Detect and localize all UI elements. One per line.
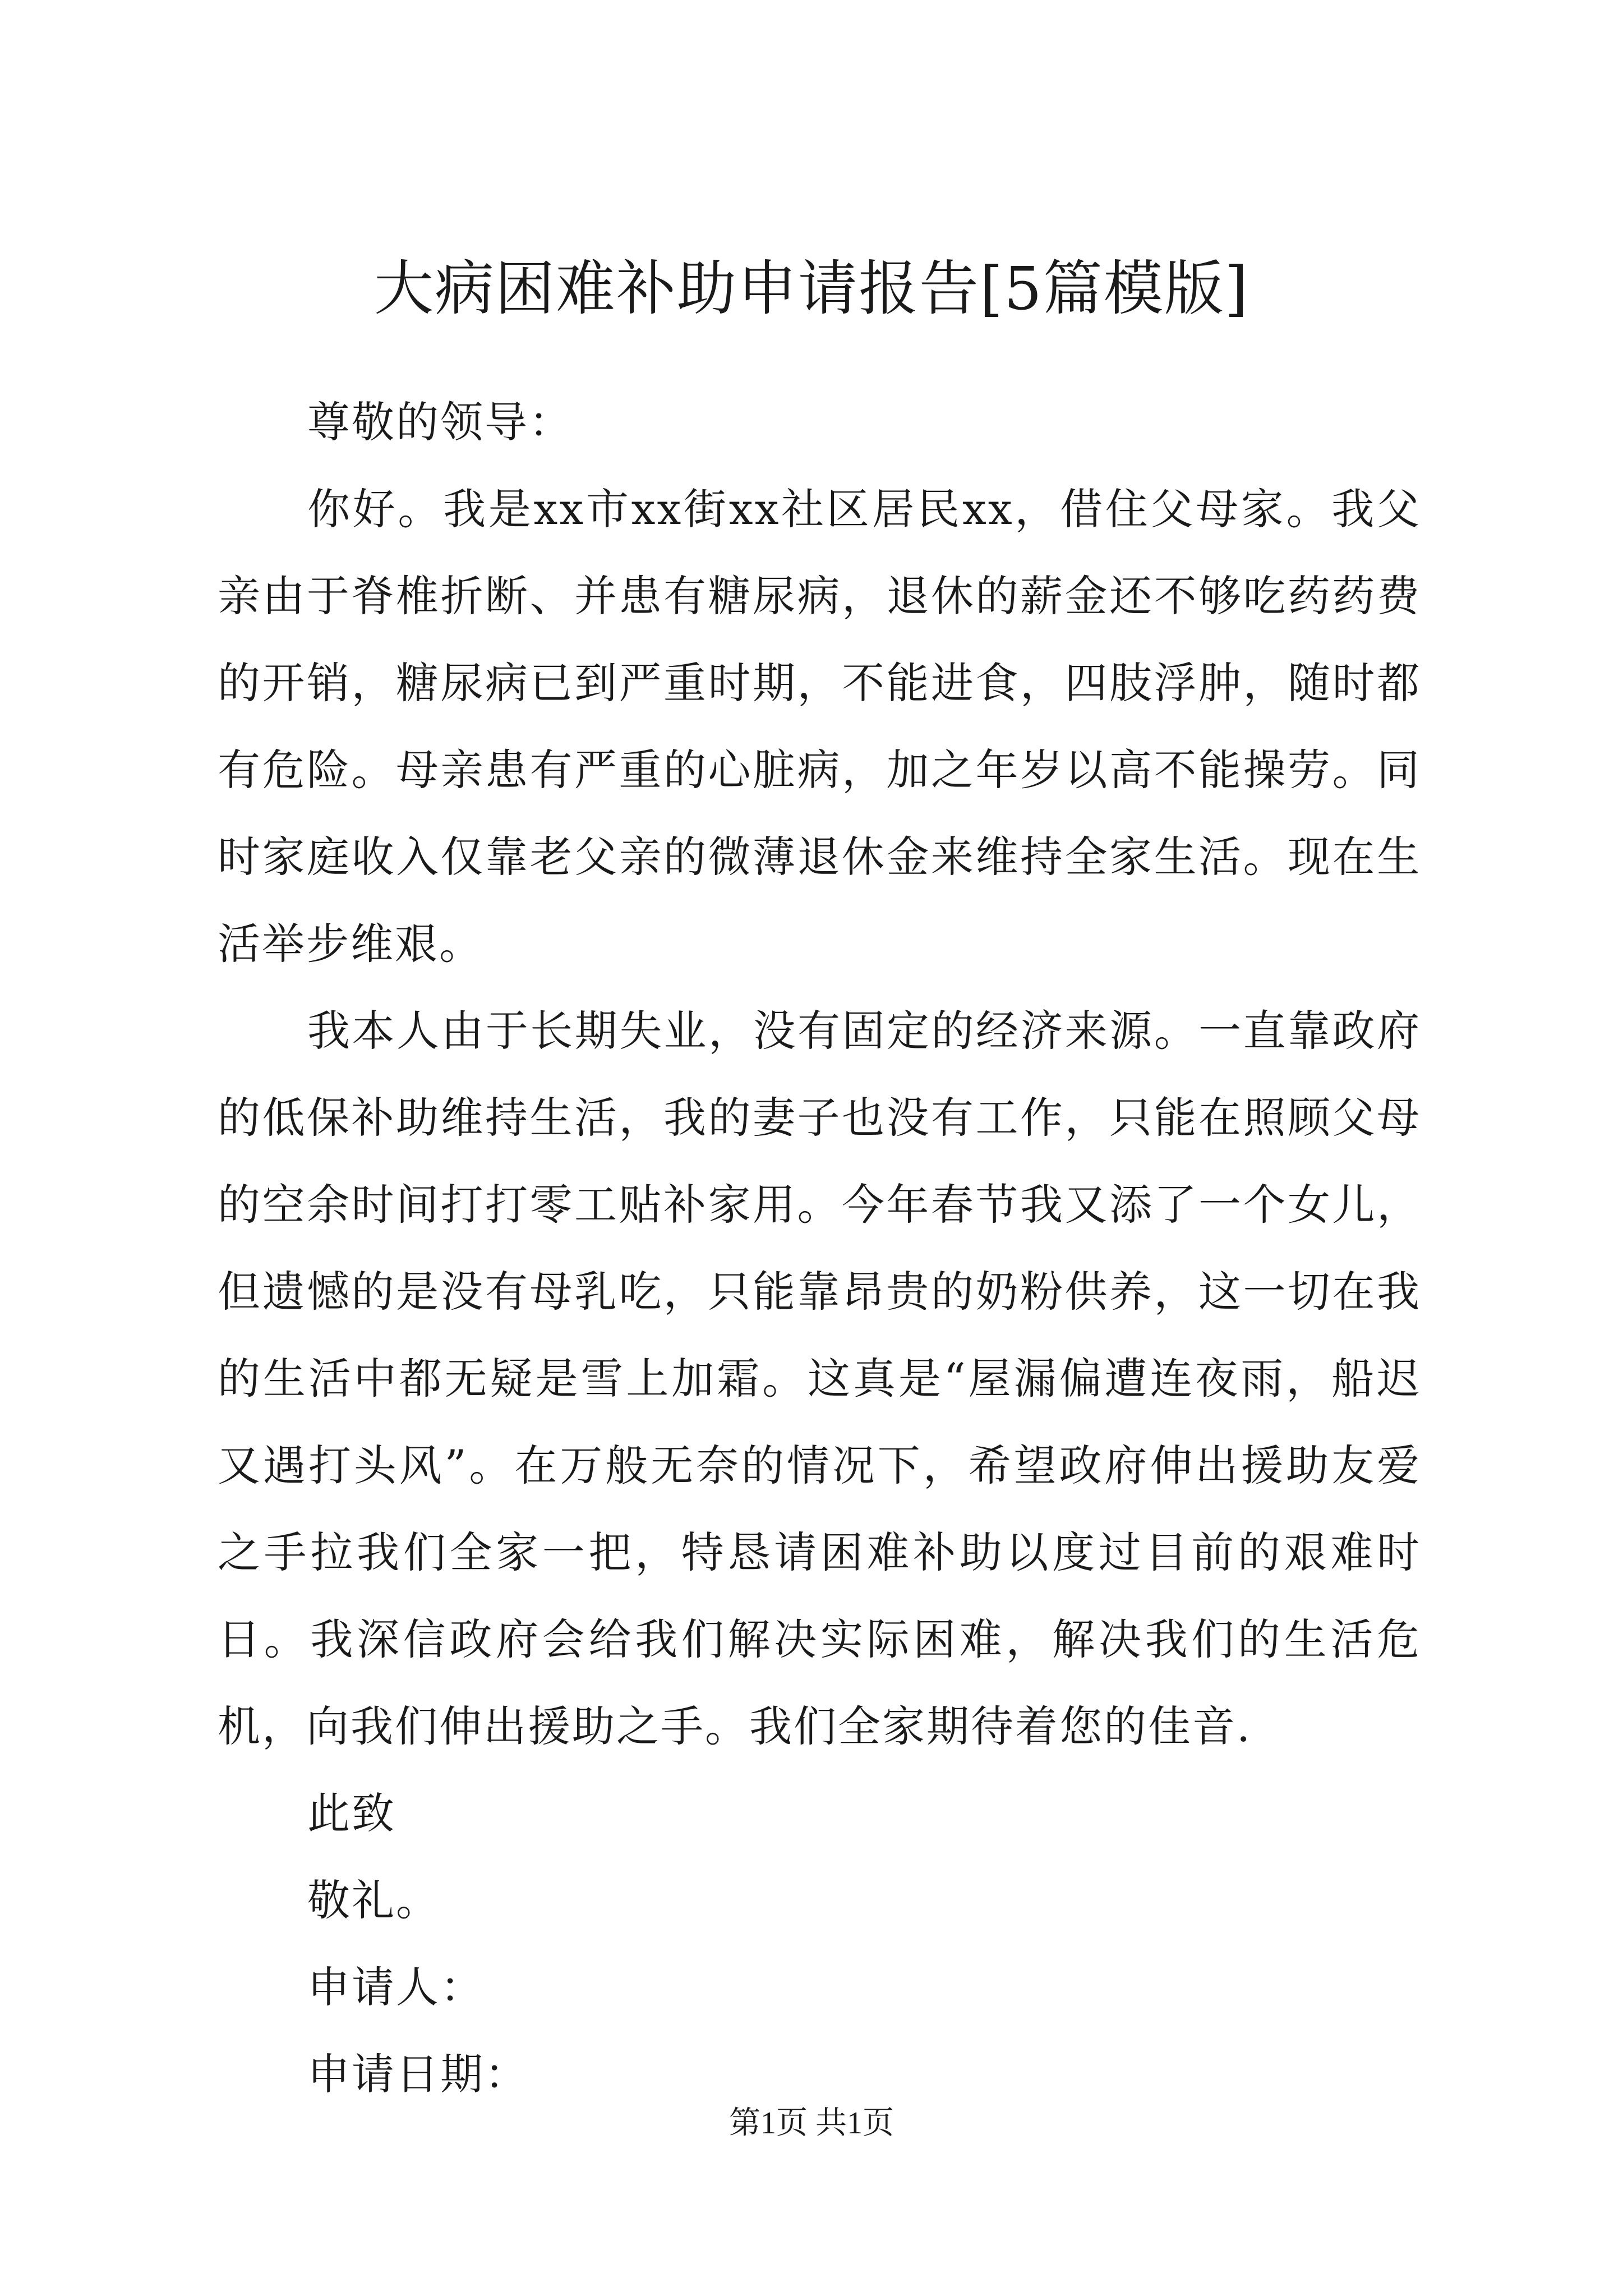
page-footer: 第1页 共1页 — [729, 2106, 894, 2141]
document-body — [218, 379, 1421, 2118]
applicant-label: 申请人： — [307, 1962, 485, 2012]
document-title: 大病困难补助申请报告[5篇模版] — [374, 254, 1249, 323]
date-label: 申请日期： — [307, 2049, 529, 2099]
salutation: 尊敬的领导： — [307, 397, 573, 447]
paragraph-2: 我本人由于长期失业，没有固定的经济来源。一直靠政府的低保补助维持生活，我的妻子也没有工作，只能在照顾父母的空余时间打打零工贴补家用。今年春节我又添了一个女儿，但遗憾的是没有母乳吃，只能靠昂贵的奶粉供养，这一切在我的生活中都无疑是雪上加霜。这真是“屋漏偏遭连夜雨，船迟又遇打头风”。在万般无奈的情况下，希望政府伸出援助友爱之手拉我们全家一把，特恳请困难补助以度过目前的艰难时日。我深信政府会给我们解决实际困难，解决我们的生活危机，向我们伸出援助之手。我们全家期待着您的佳音. — [218, 1006, 1421, 1751]
closing-line-1: 此致 — [307, 1788, 396, 1838]
closing-line-2: 敬礼。 — [307, 1875, 440, 1925]
paragraph-1: 你好。我是xx市xx街xx社区居民xx，借住父母家。我父亲由于脊椎折断、并患有糖尿病，退休的薪金还不够吃药药费的开销，糖尿病已到严重时期，不能进食，四肢浮肿，随时都有危险。母亲患有严重的心脏病，加之年岁以高不能操劳。同时家庭收入仅靠老父亲的微薄退休金来维持全家生活。现在生活举步维艰。 — [218, 484, 1421, 969]
